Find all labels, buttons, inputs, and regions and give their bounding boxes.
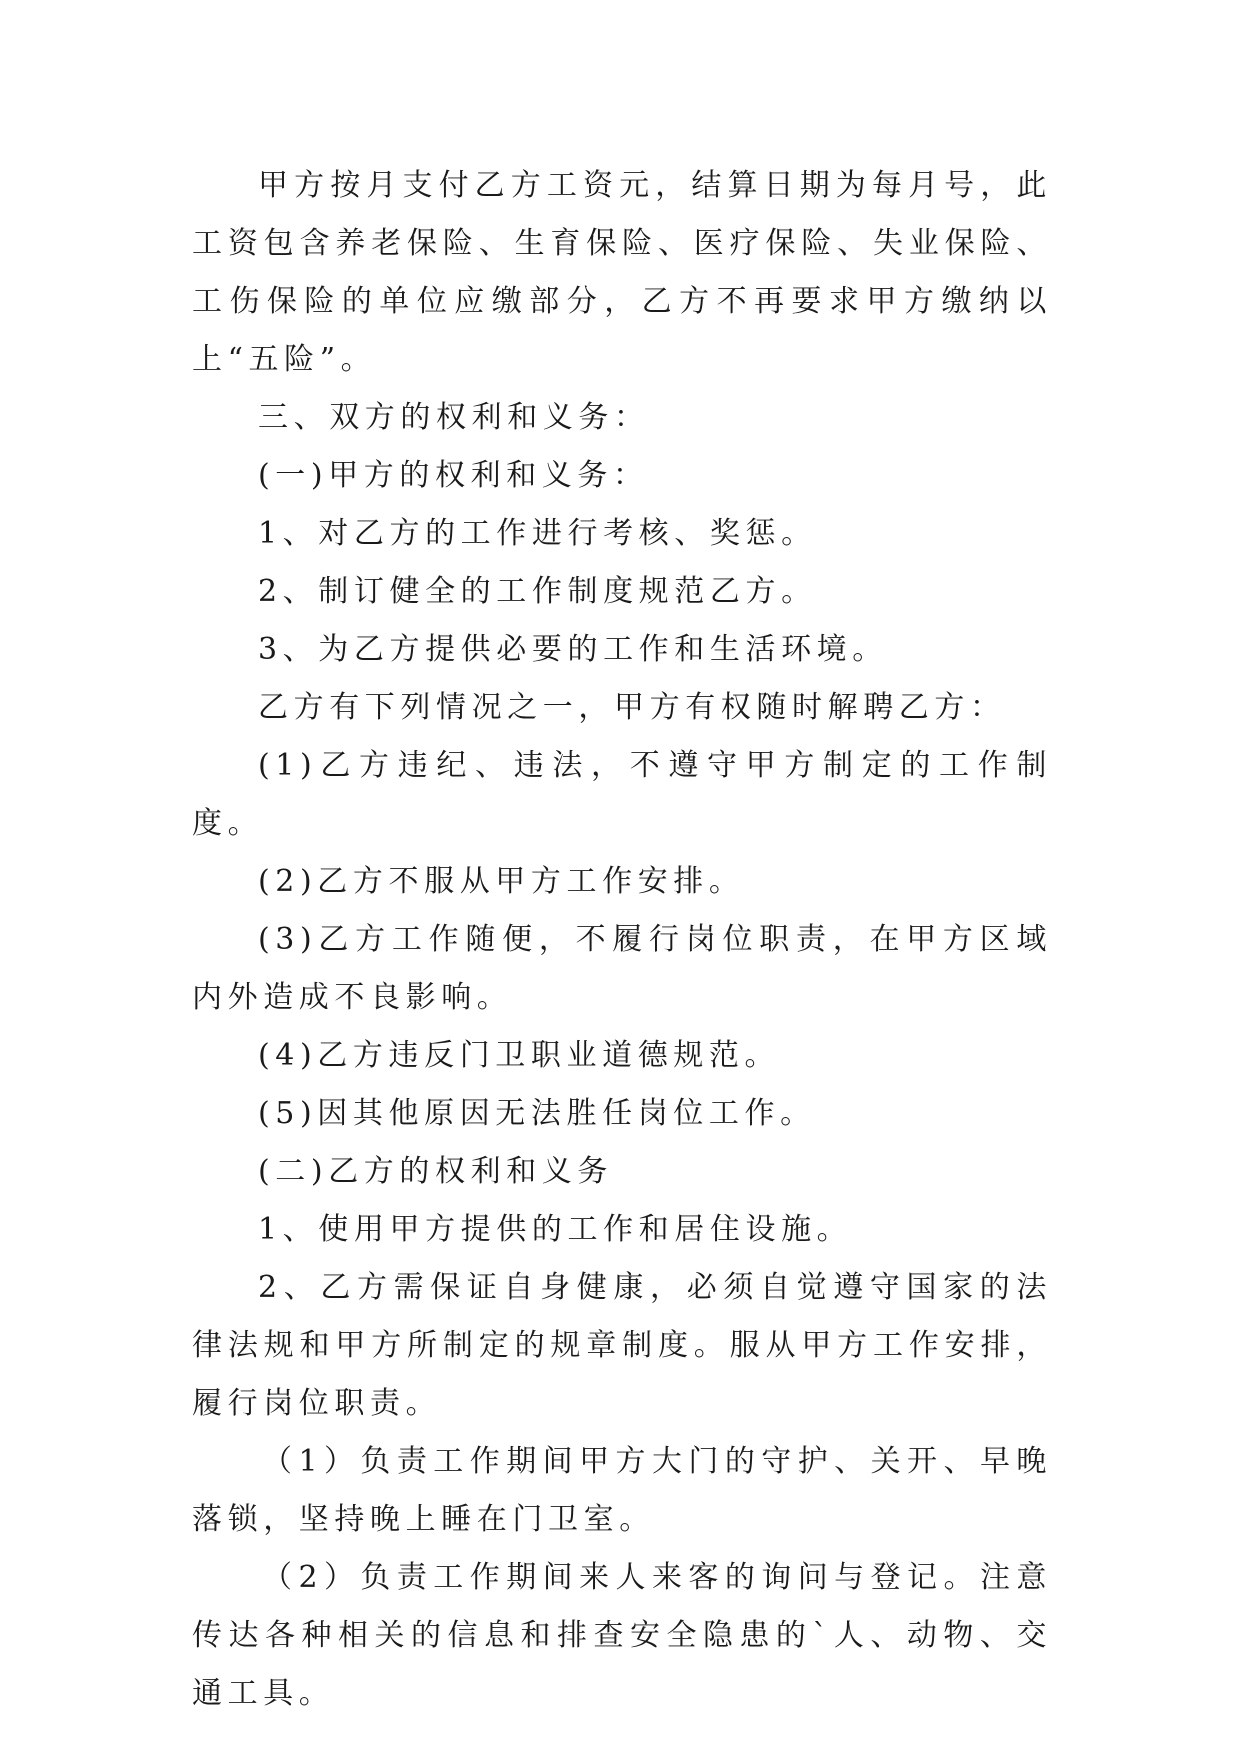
dismissal-condition-2: (2)乙方不服从甲方工作安排。 [258, 864, 745, 899]
subsection-heading-party-a: (一)甲方的权利和义务： [258, 458, 649, 493]
dismissal-condition-4: (4)乙方违反门卫职业道德规范。 [258, 1038, 781, 1073]
party-a-item-3: 3、为乙方提供必要的工作和生活环境。 [258, 632, 888, 667]
paragraph-wage-payment: 甲方按月支付乙方工资元，结算日期为每月号，此工资包含养老保险、生育保险、医疗保险、失业保险、工伤保险的单位应缴部分，乙方不再要求甲方缴纳以上“五险”。 [192, 168, 1052, 377]
party-b-item-2: 2、乙方需保证自身健康，必须自觉遵守国家的法律法规和甲方所制定的规章制度。服从甲方工作安排，履行岗位职责。 [192, 1270, 1052, 1421]
party-b-duty-2: （2）负责工作期间来人来客的询问与登记。注意传达各种相关的信息和排查安全隐患的`人、动物、交通工具。 [192, 1560, 1052, 1711]
section-heading-rights-obligations: 三、双方的权利和义务： [258, 400, 650, 435]
dismissal-condition-3: (3)乙方工作随便，不履行岗位职责，在甲方区域内外造成不良影响。 [192, 922, 1052, 1015]
subsection-heading-party-b: (二)乙方的权利和义务 [258, 1154, 614, 1189]
dismissal-condition-1: (1)乙方违纪、违法，不遵守甲方制定的工作制度。 [192, 748, 1052, 841]
party-a-item-1: 1、对乙方的工作进行考核、奖惩。 [258, 516, 817, 551]
dismissal-condition-5: (5)因其他原因无法胜任岗位工作。 [258, 1096, 816, 1131]
dismissal-conditions-intro: 乙方有下列情况之一，甲方有权随时解聘乙方： [258, 690, 1006, 725]
party-b-item-1: 1、使用甲方提供的工作和居住设施。 [258, 1212, 853, 1247]
party-b-duty-1: （1）负责工作期间甲方大门的守护、关开、早晚落锁，坚持晚上睡在门卫室。 [192, 1444, 1052, 1537]
document-body [192, 157, 1052, 1723]
party-a-item-2: 2、制订健全的工作制度规范乙方。 [258, 574, 817, 609]
